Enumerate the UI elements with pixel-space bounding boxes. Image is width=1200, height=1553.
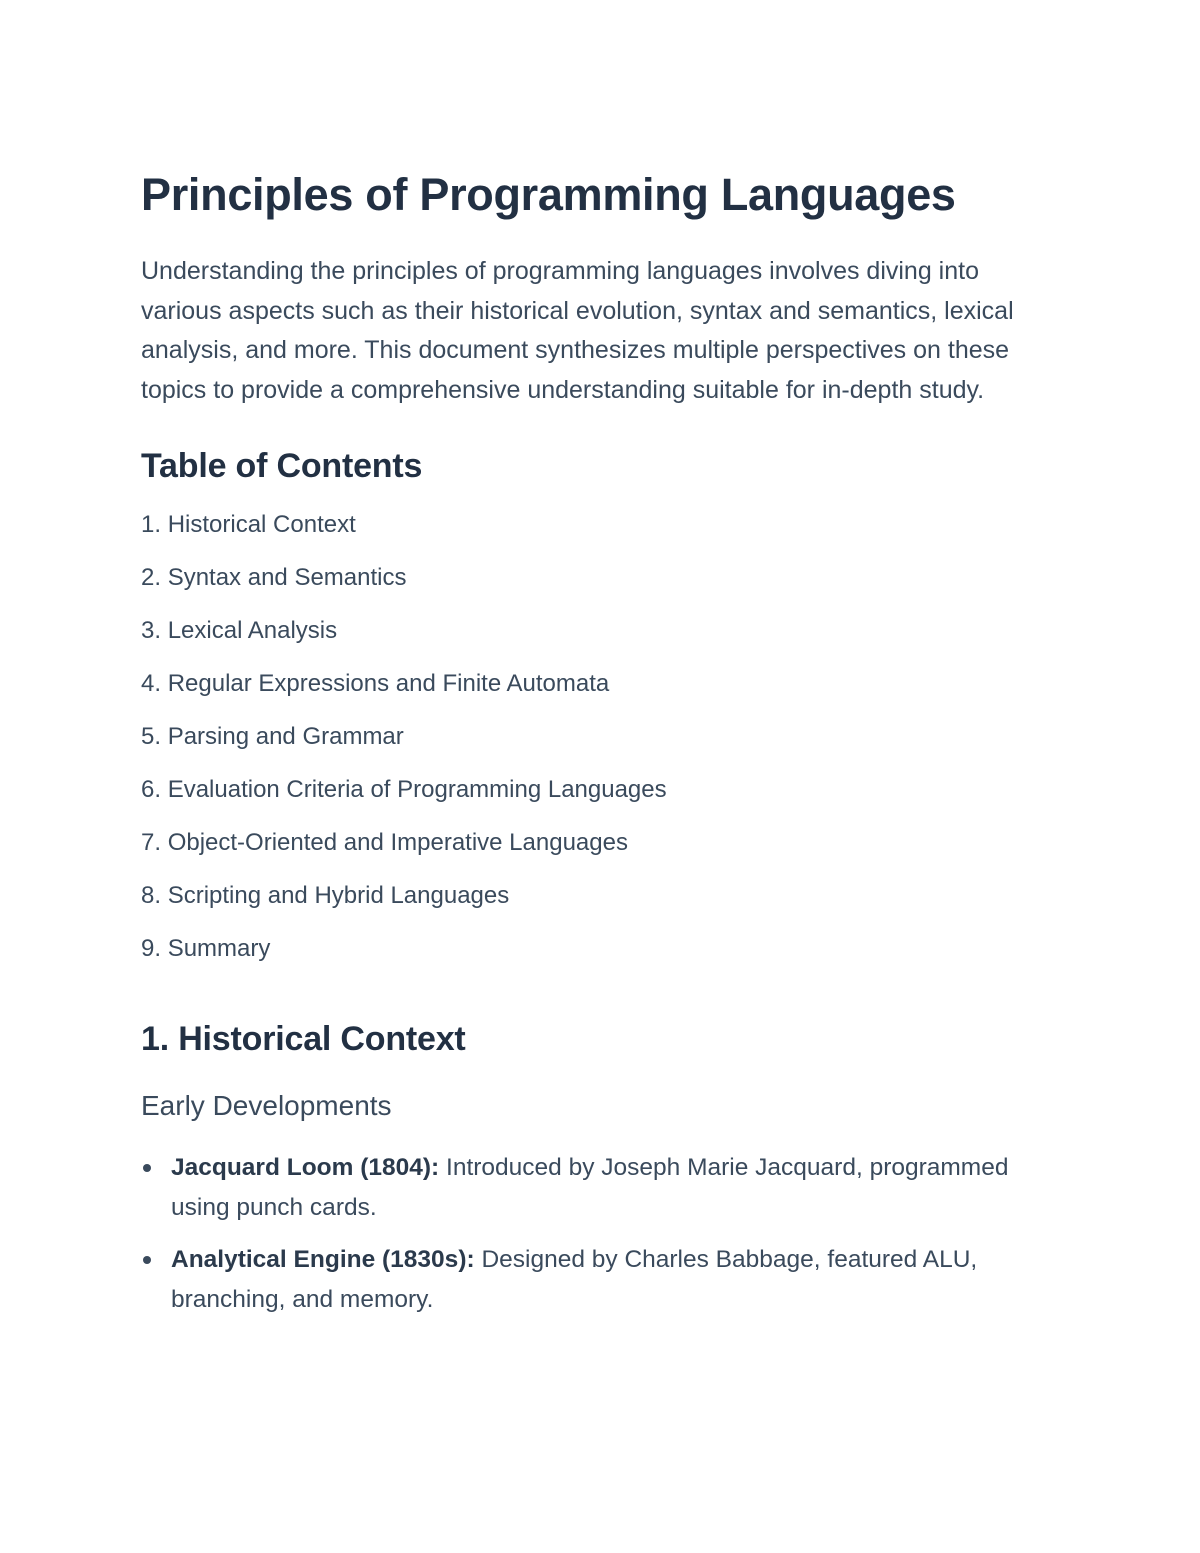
toc-item-label: Parsing and Grammar xyxy=(167,723,404,750)
toc-item xyxy=(141,616,1061,669)
section-heading-historical-context: 1. Historical Context xyxy=(141,1020,466,1058)
toc-item xyxy=(141,934,1061,987)
toc-item-number: 1. xyxy=(141,511,162,538)
bullet-text: Designed by Charles Babbage, featured ALU, branching, and memory. xyxy=(171,1246,978,1313)
bullet-list xyxy=(141,1148,1061,1319)
toc-item xyxy=(141,510,1061,563)
toc-item-label: Historical Context xyxy=(167,511,356,538)
bullet-term: Jacquard Loom (1804): xyxy=(171,1154,440,1181)
toc-item-number: 9. xyxy=(141,935,162,962)
document-title: Principles of Programming Languages xyxy=(141,169,956,220)
toc-item-label: Syntax and Semantics xyxy=(167,564,407,591)
bullet-icon xyxy=(143,1256,151,1264)
list-item xyxy=(141,1240,1061,1319)
toc-item xyxy=(141,722,1061,775)
toc-item xyxy=(141,881,1061,934)
toc-item xyxy=(141,669,1061,722)
toc-item-number: 6. xyxy=(141,776,162,803)
intro-paragraph: Understanding the principles of programming languages involves diving into various aspects such as their historical evolution, syntax and semantics, lexical analysis, and more. This document synthesizes multiple perspectives on these topics to provide a comprehensive understanding suitable for in-depth study. xyxy=(141,257,1014,404)
toc-item-number: 8. xyxy=(141,882,162,909)
toc-item-label: Lexical Analysis xyxy=(167,617,338,644)
toc-item-label: Regular Expressions and Finite Automata xyxy=(167,670,610,697)
table-of-contents xyxy=(141,510,1061,987)
toc-item xyxy=(141,563,1061,616)
toc-item-label: Object-Oriented and Imperative Languages xyxy=(167,829,628,856)
bullet-icon xyxy=(143,1164,151,1172)
toc-item xyxy=(141,775,1061,828)
toc-item-number: 7. xyxy=(141,829,162,856)
bullet-text: Introduced by Joseph Marie Jacquard, programmed using punch cards. xyxy=(171,1154,1009,1221)
bullet-term: Analytical Engine (1830s): xyxy=(171,1246,475,1273)
document-page xyxy=(141,164,1061,1332)
toc-heading: Table of Contents xyxy=(141,447,423,485)
list-item xyxy=(141,1148,1061,1227)
toc-item-number: 5. xyxy=(141,723,162,750)
toc-item-number: 4. xyxy=(141,670,162,697)
toc-item-label: Evaluation Criteria of Programming Languages xyxy=(167,776,667,803)
toc-item-number: 3. xyxy=(141,617,162,644)
toc-item-label: Scripting and Hybrid Languages xyxy=(167,882,510,909)
toc-item xyxy=(141,828,1061,881)
subsection-heading-early-developments: Early Developments xyxy=(141,1090,392,1121)
toc-item-number: 2. xyxy=(141,564,162,591)
toc-item-label: Summary xyxy=(167,935,271,962)
